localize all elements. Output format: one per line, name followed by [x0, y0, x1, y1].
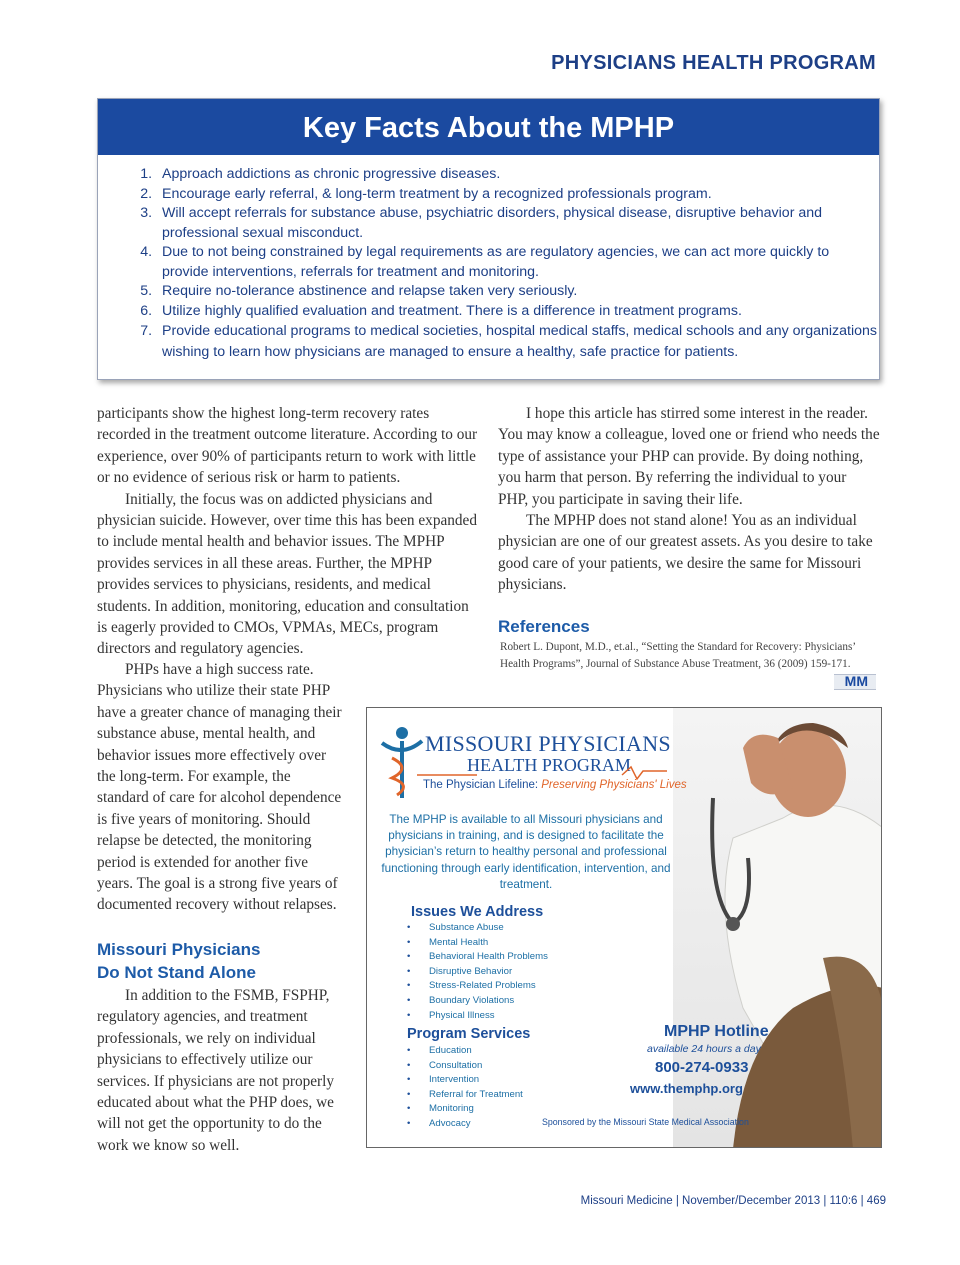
- tagline-emphasis: Preserving Physicians' Lives: [541, 779, 687, 791]
- running-header: PHYSICIANS HEALTH PROGRAM: [551, 52, 876, 74]
- mphp-advertisement: [366, 707, 882, 1148]
- service-item: • Education: [407, 1045, 523, 1060]
- left-column-upper: [97, 403, 480, 660]
- subhead-line: Do Not Stand Alone: [97, 963, 256, 982]
- ad-tagline: [423, 779, 687, 791]
- ad-logo-title: MISSOURI PHYSICIANS: [425, 731, 671, 756]
- hotline-phone[interactable]: 800-274-0933: [655, 1059, 749, 1076]
- key-fact-item: 3. Will accept referrals for substance abuse, psychiatric disorders, physical disease, disruptive behavior and professional sexual misconduct.: [156, 204, 879, 243]
- service-item: • Consultation: [407, 1060, 523, 1075]
- issue-item: • Behavioral Health Problems: [407, 951, 548, 966]
- key-facts-box: [97, 98, 880, 380]
- body-paragraph: I hope this article has stirred some interest in the reader. You may know a colleague, loved one or friend who needs the type of assistance your PHP can provide. By doing nothing, you harm that person. By referring the individual to your PHP, you participate in saving their life.: [498, 405, 880, 508]
- body-paragraph: participants show the highest long-term recovery rates recorded in the treatment outcome literature. According to our experience, over 90% of participants return to work with little or no evidence of serious risk or harm to patients.: [97, 405, 478, 487]
- key-fact-item: 4. Due to not being constrained by legal requirements as are regulatory agencies, we can act more quickly to provide interventions, referrals for treatment and monitoring.: [156, 243, 879, 282]
- hotline-availability: available 24 hours a day: [647, 1043, 761, 1055]
- issues-heading: Issues We Address: [411, 904, 544, 920]
- issue-item: • Disruptive Behavior: [407, 966, 548, 981]
- hotline-heading: MPHP Hotline: [664, 1023, 769, 1040]
- body-paragraph: In addition to the FSMB, FSPHP, regulatory agencies, and treatment professionals, we rely on individual physicians to effectively utilize our services. If physicians are not properly educated about what the PHP does, we will not get the opportunity to do the work we know so well.: [97, 987, 335, 1154]
- issue-item: • Physical Illness: [407, 1010, 548, 1025]
- end-mark-text: MM: [844, 673, 868, 689]
- key-fact-item: 2. Encourage early referral, & long-term treatment by a recognized professionals program.: [156, 185, 879, 205]
- services-heading: Program Services: [407, 1026, 531, 1042]
- left-column-final: [97, 985, 349, 1156]
- issue-item: • Boundary Violations: [407, 995, 548, 1010]
- body-paragraph-text: PHPs have a high success rate. Physicians who utilize their state PHP have a greater chance of managing their substance abuse, mental health, and behavior issues more effectively over the long-term. For example, the standard of care for alcohol dependence is five years of monitoring. Should relapse be detected, the monitoring period is extended for another five years. The goal is a strong five years of documented recovery without relapses.: [97, 661, 342, 914]
- key-fact-item: 1. Approach addictions as chronic progressive diseases.: [156, 165, 879, 185]
- key-facts-list: [98, 165, 879, 363]
- reference-entry: Robert L. Dupont, M.D., et.al., “Setting the Standard for Recovery: Physicians’ Health Programs”, Journal of Substance Abuse Treatment, 36 (2009) 159-171.: [500, 641, 856, 670]
- issues-list: [407, 922, 548, 1024]
- ad-description: The MPHP is available to all Missouri physicians and physicians in training, and is designed to facilitate the physician’s return to healthy personal and professional functioning through early identification, intervention, and treatment.: [381, 813, 671, 891]
- key-fact-item: 7. Provide educational programs to medical societies, hospital medical staffs, medical schools and any organizations wishing to learn how physicians are managed to ensure a healthy, safe practice for patients.: [156, 321, 879, 363]
- hotline-website-link[interactable]: www.themphp.org: [630, 1081, 743, 1096]
- service-item: • Monitoring: [407, 1103, 523, 1118]
- issue-item: • Mental Health: [407, 937, 548, 952]
- page-footer: Missouri Medicine | November/December 2013 | 110:6 | 469: [580, 1195, 886, 1207]
- subhead-line: Missouri Physicians: [97, 940, 261, 959]
- key-fact-item: 5. Require no-tolerance abstinence and relapse taken very seriously.: [156, 282, 879, 302]
- issue-item: • Stress-Related Problems: [407, 980, 548, 995]
- service-item: • Advocacy: [407, 1118, 523, 1133]
- services-list: [407, 1045, 523, 1133]
- service-item: • Intervention: [407, 1074, 523, 1089]
- key-facts-title: Key Facts About the MPHP: [98, 99, 879, 155]
- service-item: • Referral for Treatment: [407, 1089, 523, 1104]
- tagline-part: The Physician Lifeline:: [423, 779, 539, 791]
- right-column: [498, 403, 880, 596]
- body-paragraph: Initially, the focus was on addicted physicians and physician suicide. However, over time this has been expanded to include mental health and behavior issues. The MPHP provides services in all these areas. Further, the MPHP provides services to physicians, residents, and medical students. In addition, monitoring, education and consultation is eagerly provided to CMOs, VPMAs, MECs, program directors and regulatory agencies.: [97, 490, 477, 658]
- ad-logo-subtitle: HEALTH PROGRAM: [467, 755, 631, 775]
- caduceus-logo-icon: [377, 723, 427, 803]
- references-heading: References: [498, 617, 590, 636]
- key-fact-item: 6. Utilize highly qualified evaluation and treatment. There is a difference in treatment programs.: [156, 302, 879, 322]
- section-subhead: [97, 938, 347, 984]
- ad-sponsor: Sponsored by the Missouri State Medical Association: [542, 1117, 749, 1127]
- body-paragraph: The MPHP does not stand alone! You as an individual physician are one of our greatest assets. As you desire to take good care of your patients, we desire the same for Missouri physicians.: [498, 512, 873, 594]
- end-mark: [834, 674, 876, 690]
- issue-item: • Substance Abuse: [407, 922, 548, 937]
